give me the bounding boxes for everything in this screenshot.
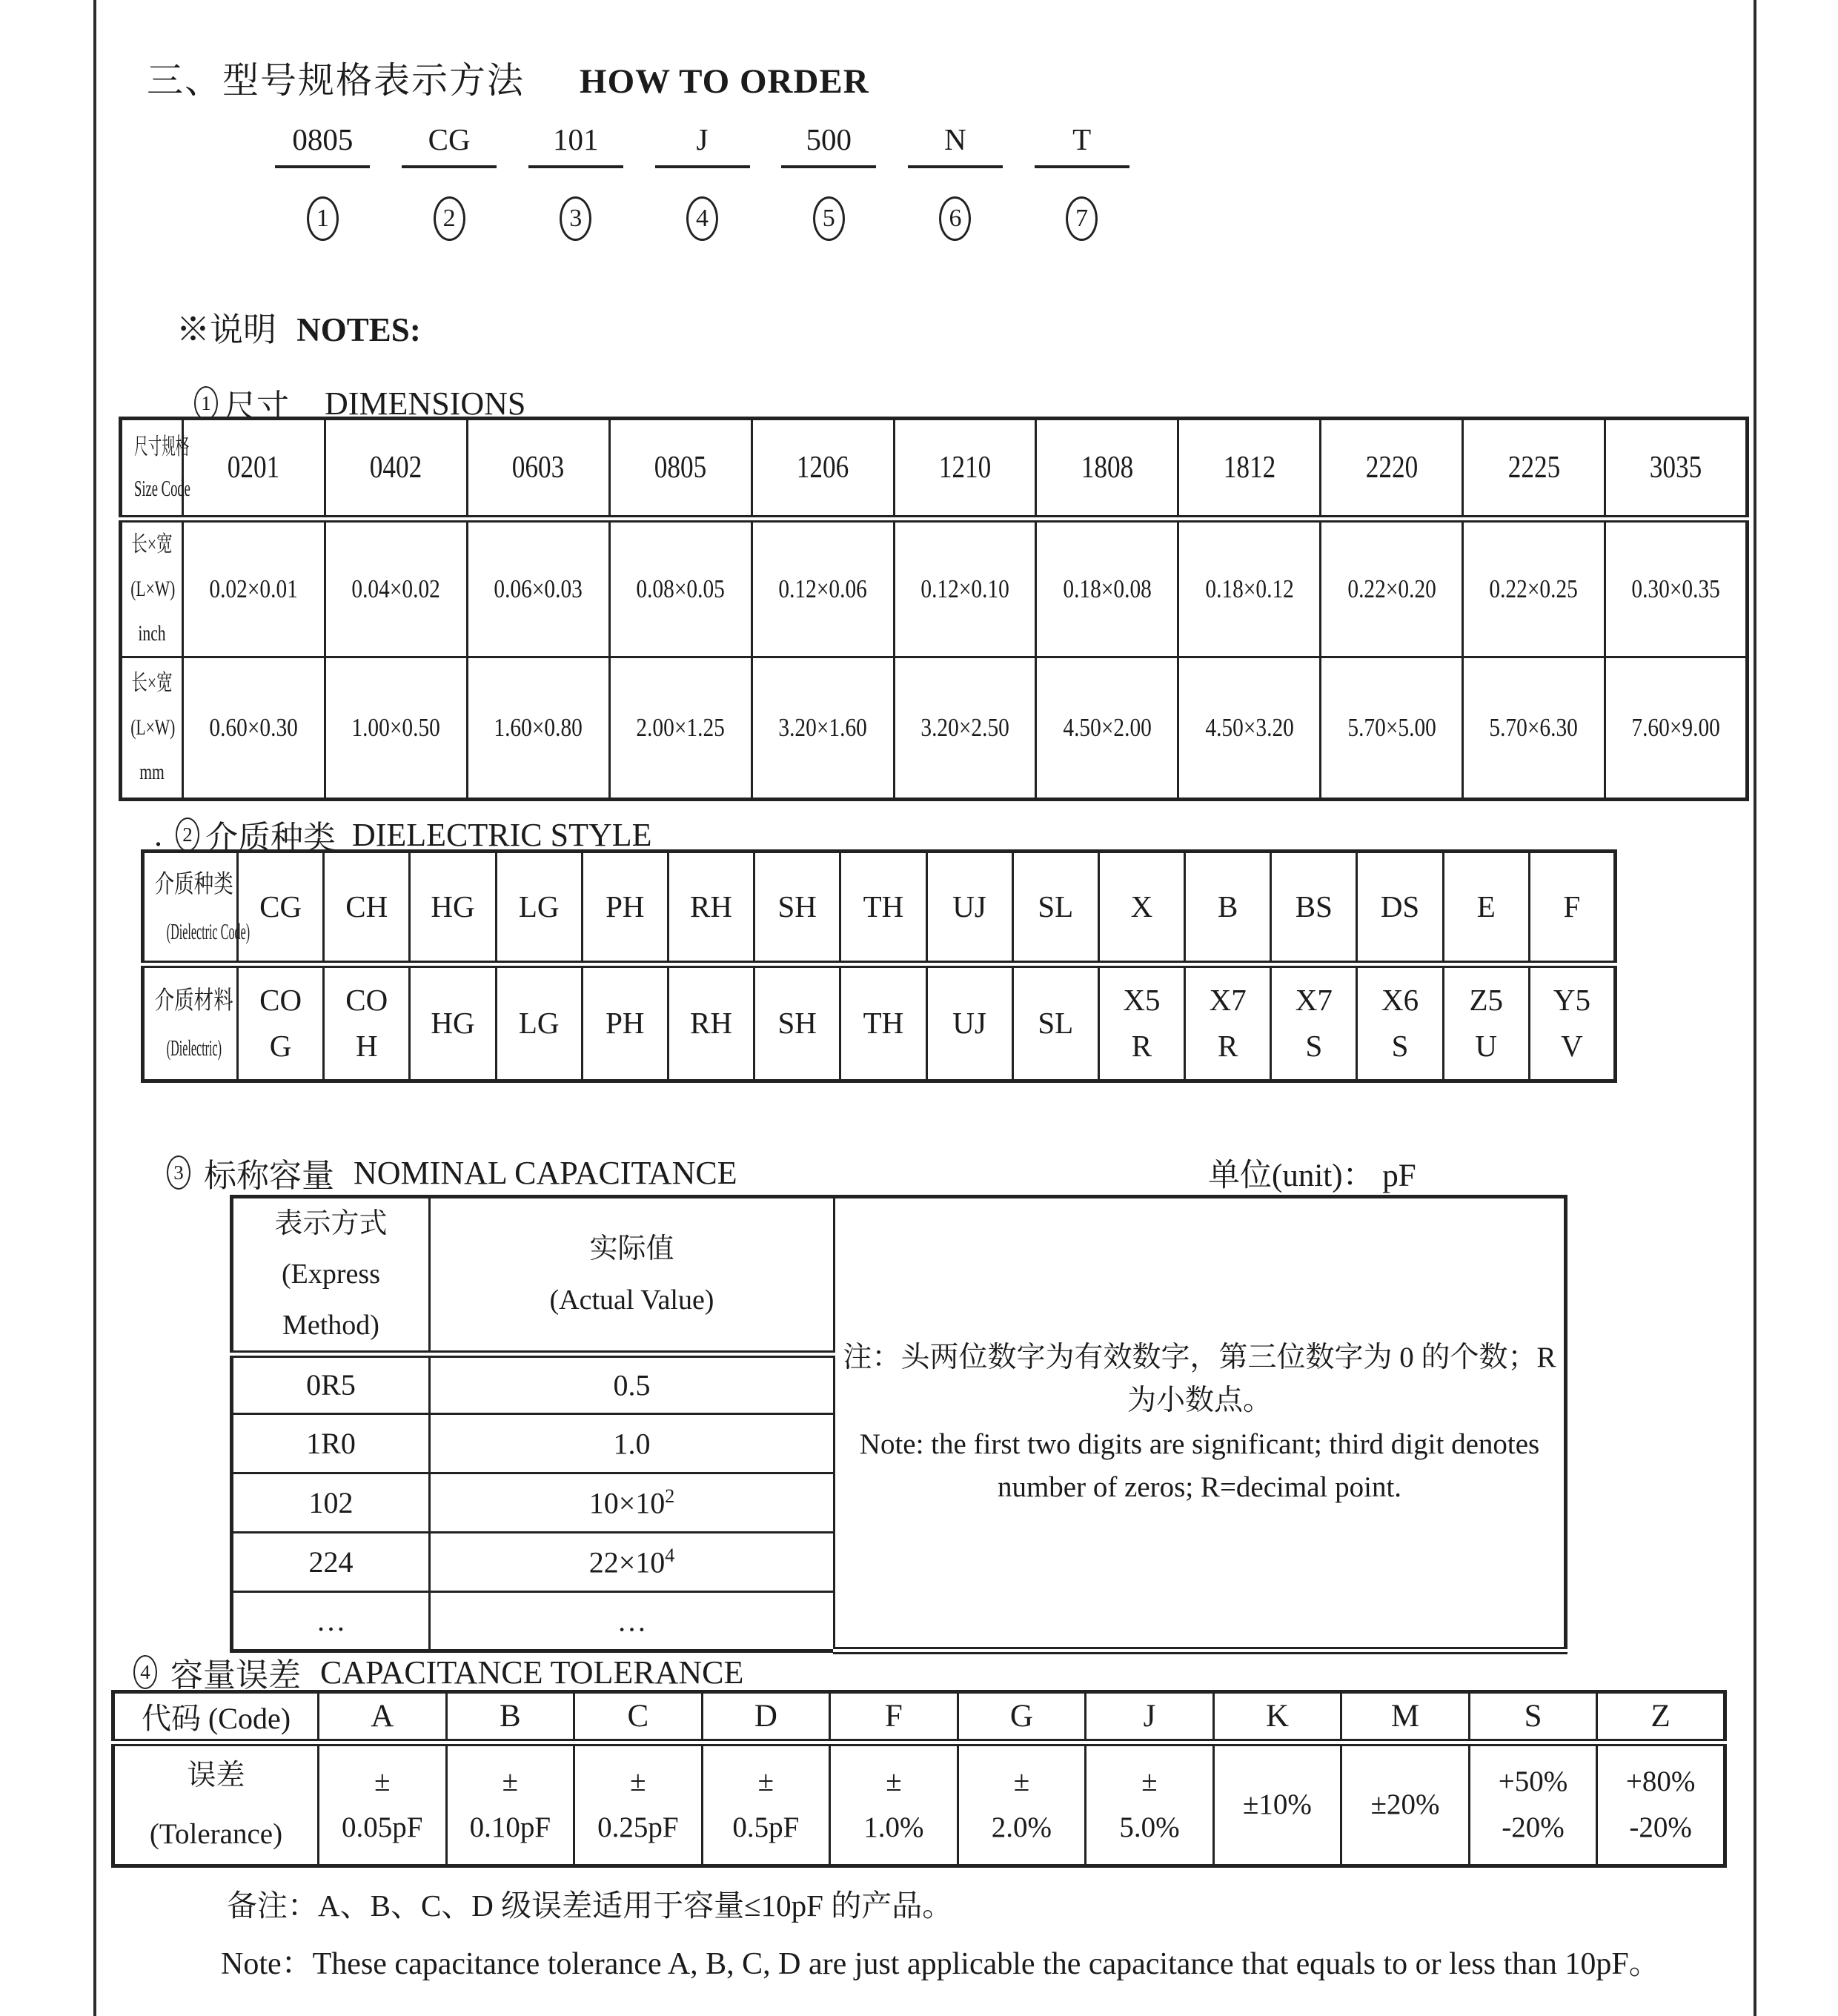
size-code-cell: 0402 bbox=[325, 419, 467, 519]
dielectric-heading-prefix: . bbox=[154, 816, 162, 853]
size-code-cell: 0805 bbox=[609, 419, 752, 519]
size-code-label-zh: 尺寸规格 bbox=[134, 433, 190, 460]
dielectric-code-cell: LG bbox=[496, 852, 582, 964]
express-method-cell: 0R5 bbox=[232, 1354, 430, 1413]
size-code-cell: 0201 bbox=[183, 419, 325, 519]
dimensions-heading-zh: 尺寸 bbox=[224, 388, 289, 425]
dielectric-code-cell: UJ bbox=[926, 852, 1012, 964]
page-title bbox=[147, 52, 869, 104]
nominal-capacitance-table bbox=[230, 1195, 1567, 1654]
express-method-cell: 102 bbox=[232, 1473, 430, 1532]
dielectric-material-cell: TH bbox=[840, 964, 926, 1081]
tolerance-value-line2: 0.05pF bbox=[342, 1811, 423, 1844]
tolerance-value-cell bbox=[1213, 1743, 1341, 1866]
dielectric-code-cell: CG bbox=[238, 852, 324, 964]
actual-value-cell: 0.5 bbox=[430, 1354, 835, 1413]
order-code-example bbox=[259, 120, 1145, 241]
mm-value-cell: 1.60×0.80 bbox=[467, 657, 609, 799]
inch-value-cell: 0.30×0.35 bbox=[1605, 519, 1748, 657]
footnote-zh: 备注：A、B、C、D 级误差适用于容量≤10pF 的产品。 bbox=[227, 1889, 953, 1923]
tolerance-value-line2: 0.25pF bbox=[597, 1811, 679, 1844]
inch-value-cell: 0.18×0.12 bbox=[1178, 519, 1321, 657]
notes-heading bbox=[176, 302, 421, 351]
dielectric-material-cell: SH bbox=[754, 964, 840, 1081]
order-code-part bbox=[1018, 120, 1145, 241]
mm-value-cell: 0.60×0.30 bbox=[183, 657, 325, 799]
mm-value-cell: 1.00×0.50 bbox=[325, 657, 467, 799]
mm-value-cell: 4.50×2.00 bbox=[1036, 657, 1178, 799]
tolerance-value-line2: 0.10pF bbox=[469, 1811, 551, 1844]
tolerance-value-line1: ± bbox=[1141, 1765, 1158, 1798]
dielectric-code-cell: TH bbox=[840, 852, 926, 964]
order-code-part bbox=[892, 120, 1019, 241]
dimensions-inch-label-cell bbox=[121, 519, 183, 657]
order-code-value: CG bbox=[402, 120, 497, 168]
table-row bbox=[121, 657, 1748, 799]
express-method-cell: 1R0 bbox=[232, 1413, 430, 1473]
dielectric-material-cell: PH bbox=[582, 964, 668, 1081]
tolerance-heading-en: CAPACITANCE TOLERANCE bbox=[320, 1654, 744, 1691]
dielectric-material-cell: Y5V bbox=[1529, 964, 1615, 1081]
tolerance-code-cell: S bbox=[1469, 1692, 1597, 1743]
dielectric-material-label-cell bbox=[143, 964, 238, 1081]
tolerance-value-line2: 0.5pF bbox=[732, 1811, 800, 1844]
dielectric-material-cell: X7S bbox=[1271, 964, 1357, 1081]
inch-value-cell: 0.22×0.25 bbox=[1463, 519, 1605, 657]
page-title-zh: 三、型号规格表示方法 bbox=[147, 60, 525, 101]
size-code-label-en: Size Code bbox=[134, 474, 190, 501]
capacitance-note-cell bbox=[835, 1197, 1566, 1651]
tolerance-value-cell bbox=[446, 1743, 574, 1866]
actual-value-label-en: (Actual Value) bbox=[549, 1284, 714, 1316]
dielectric-code-cell: RH bbox=[668, 852, 754, 964]
tolerance-code-cell: F bbox=[830, 1692, 958, 1743]
actual-value-cell: 1.0 bbox=[430, 1413, 835, 1473]
table-row bbox=[113, 1692, 1725, 1743]
circled-number: 4 bbox=[686, 196, 718, 241]
dimensions-heading-en: DIMENSIONS bbox=[325, 385, 526, 422]
tolerance-value-line1: ± bbox=[886, 1765, 902, 1798]
tolerance-value-cell bbox=[1086, 1743, 1214, 1866]
capacitance-heading bbox=[167, 1149, 737, 1196]
dimensions-table bbox=[119, 417, 1749, 801]
express-method-label-zh: 表示方式 bbox=[274, 1208, 388, 1239]
size-code-cell: 0603 bbox=[467, 419, 609, 519]
tolerance-heading bbox=[133, 1648, 743, 1696]
lw-label-en: (L×W) bbox=[130, 576, 176, 601]
lw-label-zh: 长×宽 bbox=[131, 670, 173, 695]
unit-mm-label: mm bbox=[139, 759, 165, 784]
tolerance-code-cell: B bbox=[446, 1692, 574, 1743]
circled-number: 3 bbox=[167, 1155, 190, 1190]
lw-label-en: (L×W) bbox=[130, 714, 176, 740]
dielectric-material-cell: SL bbox=[1012, 964, 1098, 1081]
inch-value-cell: 0.06×0.03 bbox=[467, 519, 609, 657]
tolerance-value-line1: ±20% bbox=[1370, 1788, 1440, 1821]
tolerance-code-cell: K bbox=[1213, 1692, 1341, 1743]
tolerance-value-line1: +80% bbox=[1625, 1765, 1696, 1798]
order-code-value: T bbox=[1035, 120, 1129, 168]
exponent: 2 bbox=[665, 1485, 675, 1507]
tolerance-value-line2: 1.0% bbox=[863, 1811, 924, 1844]
dielectric-code-cell: HG bbox=[410, 852, 496, 964]
size-code-cell: 3035 bbox=[1605, 419, 1748, 519]
actual-value-cell: $22\times 10^4$ bbox=[430, 1532, 835, 1591]
tolerance-code-cell: C bbox=[574, 1692, 703, 1743]
inch-value-cell: 0.02×0.01 bbox=[183, 519, 325, 657]
dielectric-code-cell: DS bbox=[1357, 852, 1443, 964]
size-code-cell: 1808 bbox=[1036, 419, 1178, 519]
tolerance-value-line2: -20% bbox=[1502, 1811, 1565, 1844]
circled-number: 3 bbox=[560, 196, 591, 241]
inch-value-cell: 0.18×0.08 bbox=[1036, 519, 1178, 657]
notes-heading-zh: ※说明 bbox=[176, 311, 277, 348]
page-border-right bbox=[1754, 0, 1756, 2016]
dielectric-material-cell: LG bbox=[496, 964, 582, 1081]
exponent: 4 bbox=[665, 1544, 675, 1566]
dielectric-code-label-zh: 介质种类 bbox=[154, 870, 233, 898]
tolerance-code-cell: M bbox=[1341, 1692, 1470, 1743]
tolerance-value-cell bbox=[830, 1743, 958, 1866]
mm-value-cell: 7.60×9.00 bbox=[1605, 657, 1748, 799]
circled-number: 2 bbox=[176, 818, 199, 852]
order-code-value: N bbox=[908, 120, 1003, 168]
dielectric-code-label-cell bbox=[143, 852, 251, 964]
tolerance-value-cell bbox=[319, 1743, 447, 1866]
dielectric-material-cell: RH bbox=[668, 964, 754, 1081]
table-row bbox=[143, 852, 1616, 964]
tolerance-value-cell bbox=[702, 1743, 830, 1866]
size-code-cell: 2220 bbox=[1321, 419, 1463, 519]
mm-value-cell: 3.20×1.60 bbox=[752, 657, 894, 799]
inch-value-cell: 0.22×0.20 bbox=[1321, 519, 1463, 657]
dielectric-material-cell: Z5U bbox=[1443, 964, 1529, 1081]
dimensions-mm-label-cell bbox=[121, 657, 183, 799]
table-row bbox=[143, 964, 1616, 1081]
tolerance-code-cell: D bbox=[702, 1692, 830, 1743]
tolerance-value-line1: ± bbox=[1013, 1765, 1030, 1798]
dielectric-material-cell: UJ bbox=[926, 964, 1012, 1081]
order-code-part bbox=[766, 120, 892, 241]
tolerance-value-line1: ±10% bbox=[1243, 1788, 1312, 1821]
actual-value-header-cell bbox=[430, 1197, 835, 1355]
tolerance-code-cell: J bbox=[1086, 1692, 1214, 1743]
tolerance-code-label-cell: 代码 (Code) bbox=[113, 1692, 319, 1743]
size-code-cell: 1210 bbox=[894, 419, 1036, 519]
dielectric-material-cell: HG bbox=[410, 964, 496, 1081]
dielectric-code-cell: SH bbox=[754, 852, 840, 964]
table-row bbox=[121, 519, 1748, 657]
dielectric-code-cell: F bbox=[1529, 852, 1615, 964]
express-method-label-en: (Express Method) bbox=[282, 1259, 380, 1341]
dielectric-heading-en: DIELECTRIC STYLE bbox=[352, 816, 652, 853]
dielectric-code-cell: CH bbox=[324, 852, 410, 964]
tolerance-label-cell bbox=[113, 1743, 319, 1866]
circled-number: 6 bbox=[939, 196, 971, 241]
tolerance-label-zh: 误差 bbox=[187, 1759, 245, 1791]
order-code-part bbox=[512, 120, 639, 241]
inch-value-cell: 0.08×0.05 bbox=[609, 519, 752, 657]
order-code-value: J bbox=[655, 120, 750, 168]
dielectric-material-cell: COG bbox=[238, 964, 324, 1081]
order-code-value: 0805 bbox=[275, 120, 370, 168]
order-code-part bbox=[259, 120, 386, 241]
capacitance-heading-zh: 标称容量 bbox=[204, 1158, 334, 1194]
dielectric-code-label-en: (Dielectric Code) bbox=[166, 918, 251, 944]
size-code-cell: 2225 bbox=[1463, 419, 1605, 519]
tolerance-value-cell bbox=[574, 1743, 703, 1866]
express-method-header-cell bbox=[232, 1197, 430, 1355]
tolerance-code-cell: A bbox=[319, 1692, 447, 1743]
dielectric-table bbox=[141, 849, 1617, 1083]
footnote-en: Note：These capacitance tolerance A, B, C, D are just applicable the capacitance that equals to or less than 10pF。 bbox=[221, 1947, 1660, 1981]
tolerance-value-line1: ± bbox=[374, 1765, 391, 1798]
tolerance-value-line1: ± bbox=[757, 1765, 774, 1798]
size-code-cell: 1206 bbox=[752, 419, 894, 519]
order-code-part bbox=[386, 120, 513, 241]
express-method-cell: … bbox=[232, 1591, 430, 1651]
table-row bbox=[113, 1743, 1725, 1866]
tolerance-value-line1: +50% bbox=[1498, 1765, 1568, 1798]
dielectric-code-cell: X bbox=[1098, 852, 1184, 964]
inch-value-cell: 0.04×0.02 bbox=[325, 519, 467, 657]
notes-heading-en: NOTES: bbox=[296, 311, 421, 348]
dielectric-code-cell: E bbox=[1443, 852, 1529, 964]
dielectric-material-cell: X6S bbox=[1357, 964, 1443, 1081]
dielectric-code-cell: SL bbox=[1012, 852, 1098, 964]
capacitance-unit-label: 单位(unit)： pF bbox=[1208, 1158, 1416, 1193]
dielectric-material-cell: X5R bbox=[1098, 964, 1184, 1081]
circled-number: 1 bbox=[194, 386, 218, 420]
express-method-cell: 224 bbox=[232, 1532, 430, 1591]
dielectric-code-cell: BS bbox=[1271, 852, 1357, 964]
tolerance-heading-zh: 容量误差 bbox=[170, 1657, 301, 1694]
tolerance-value-cell bbox=[1597, 1743, 1725, 1866]
mm-value-cell: 5.70×6.30 bbox=[1463, 657, 1605, 799]
tolerance-value-cell bbox=[1341, 1743, 1470, 1866]
page-title-en: HOW TO ORDER bbox=[580, 62, 869, 101]
order-code-value: 500 bbox=[781, 120, 876, 168]
inch-value-cell: 0.12×0.10 bbox=[894, 519, 1036, 657]
actual-value-cell: $10\times 10^2$ bbox=[430, 1473, 835, 1532]
mm-value-cell: 3.20×2.50 bbox=[894, 657, 1036, 799]
tolerance-value-cell bbox=[958, 1743, 1086, 1866]
dielectric-material-label-en: (Dielectric) bbox=[166, 1035, 222, 1061]
capacitance-heading-en: NOMINAL CAPACITANCE bbox=[354, 1154, 737, 1191]
unit-inch-label: inch bbox=[138, 620, 166, 646]
actual-value-label-zh: 实际值 bbox=[589, 1233, 674, 1265]
page-border-left bbox=[93, 0, 96, 2016]
dimensions-size-label-cell bbox=[121, 419, 190, 519]
dielectric-code-cell: B bbox=[1185, 852, 1271, 964]
tolerance-table bbox=[111, 1690, 1727, 1868]
order-code-value: 101 bbox=[528, 120, 623, 168]
circled-number: 7 bbox=[1066, 196, 1098, 241]
actual-value-cell: … bbox=[430, 1591, 835, 1651]
tolerance-value-line2: 2.0% bbox=[991, 1811, 1052, 1844]
tolerance-value-line2: -20% bbox=[1629, 1811, 1692, 1844]
dielectric-material-label-zh: 介质材料 bbox=[154, 987, 233, 1015]
mm-value-cell: 2.00×1.25 bbox=[609, 657, 752, 799]
mm-value-cell: 4.50×3.20 bbox=[1178, 657, 1321, 799]
dielectric-heading-zh: 介质种类 bbox=[205, 820, 336, 856]
circled-number: 4 bbox=[133, 1655, 157, 1689]
capacitance-note-zh: 注：头两位数字为有效数字，第三位数字为 0 的个数；R 为小数点。 bbox=[843, 1341, 1556, 1417]
circled-number: 5 bbox=[813, 196, 845, 241]
tolerance-value-line1: ± bbox=[502, 1765, 518, 1798]
tolerance-code-cell: G bbox=[958, 1692, 1086, 1743]
tolerance-value-line1: ± bbox=[630, 1765, 646, 1798]
tolerance-value-cell bbox=[1469, 1743, 1597, 1866]
tolerance-value-line2: 5.0% bbox=[1119, 1811, 1180, 1844]
mm-value-cell: 5.70×5.00 bbox=[1321, 657, 1463, 799]
tolerance-code-cell: Z bbox=[1597, 1692, 1725, 1743]
table-row bbox=[121, 419, 1748, 519]
dielectric-material-cell: X7R bbox=[1185, 964, 1271, 1081]
circled-number: 1 bbox=[307, 196, 339, 241]
table-row bbox=[232, 1197, 1566, 1355]
capacitance-note-en: Note: the first two digits are significant; third digit denotes number of zeros; R=decimal point. bbox=[859, 1428, 1540, 1504]
circled-number: 2 bbox=[434, 196, 465, 241]
dielectric-code-cell: PH bbox=[582, 852, 668, 964]
tolerance-label-en: (Tolerance) bbox=[149, 1818, 283, 1851]
order-code-part bbox=[639, 120, 766, 241]
dielectric-material-cell: COH bbox=[324, 964, 410, 1081]
lw-label-zh: 长×宽 bbox=[131, 531, 173, 557]
inch-value-cell: 0.12×0.06 bbox=[752, 519, 894, 657]
size-code-cell: 1812 bbox=[1178, 419, 1321, 519]
